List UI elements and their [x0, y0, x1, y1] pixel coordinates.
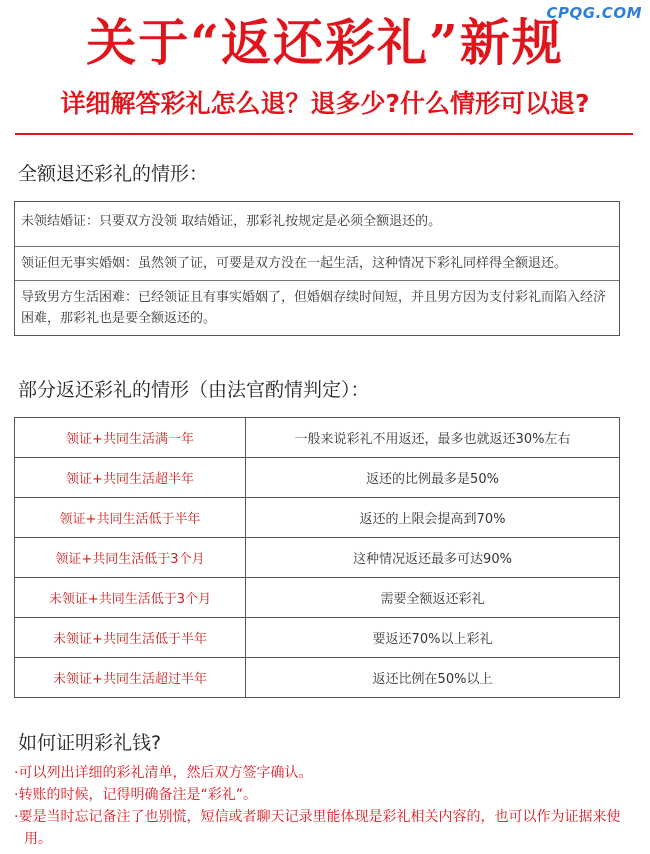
result-cell: 要返还70%以上彩礼 [246, 618, 620, 658]
condition-cell: 领证+共同生活满一年 [15, 418, 246, 458]
table-row [15, 458, 620, 498]
condition-cell: 未领证+共同生活低于3个月 [15, 578, 246, 618]
table-row [15, 498, 620, 538]
result-cell: 这种情况返还最多可达90% [246, 538, 620, 578]
table-row [15, 418, 620, 458]
watermark: CPQG.COM [546, 4, 642, 22]
proof-heading: 如何证明彩礼钱? [18, 732, 162, 754]
table-row [15, 538, 620, 578]
result-cell: 返还的比例最多是50% [246, 458, 620, 498]
condition-cell: 领证+共同生活超半年 [15, 458, 246, 498]
full-refund-item: 未领结婚证：只要双方没领 取结婚证，那彩礼按规定是必须全额退还的。 [21, 214, 442, 229]
result-cell: 返还比例在50%以上 [246, 658, 620, 698]
list-item: ·可以列出详细的彩礼清单，然后双方签字确认。 [14, 765, 313, 781]
condition-cell: 未领证+共同生活低于半年 [15, 618, 246, 658]
table-row [15, 578, 620, 618]
page-subtitle: 详细解答彩礼怎么退？退多少?什么情形可以退? [60, 89, 590, 118]
full-refund-heading: 全额退还彩礼的情形： [18, 163, 209, 185]
condition-cell: 未领证+共同生活超过半年 [15, 658, 246, 698]
table-row [15, 658, 620, 698]
table-row [15, 618, 620, 658]
result-cell: 需要全额返还彩礼 [246, 578, 620, 618]
result-cell: 一般来说彩礼不用返还，最多也就返还30%左右 [246, 418, 620, 458]
page-title: 关于“返还彩礼”新规 [86, 13, 564, 72]
condition-cell: 领证+共同生活低于3个月 [15, 538, 246, 578]
list-item: ·要是当时忘记备注了也别慌，短信或者聊天记录里能体现是彩礼相关内容的，也可以作为证据来使用。 [14, 809, 621, 847]
proof-list [14, 762, 624, 850]
condition-cell: 领证+共同生活低于半年 [15, 498, 246, 538]
partial-refund-table [14, 417, 620, 698]
result-cell: 返还的上限会提高到70% [246, 498, 620, 538]
divider [15, 133, 633, 135]
full-refund-item: 导致男方生活困难：已经领证且有事实婚姻了，但婚姻存续时间短，并且男方因为支付彩礼而陷入经济困难，那彩礼也是要全额返还的。 [15, 280, 619, 335]
full-refund-box [14, 201, 620, 336]
partial-refund-heading: 部分返还彩礼的情形（由法官酌情判定）： [18, 379, 370, 401]
list-item: ·转账的时候，记得明确备注是“彩礼”。 [14, 787, 257, 803]
full-refund-item: 领证但无事实婚姻：虽然领了证，可要是双方没在一起生活，这种情况下彩礼同样得全额退还。 [15, 246, 619, 280]
